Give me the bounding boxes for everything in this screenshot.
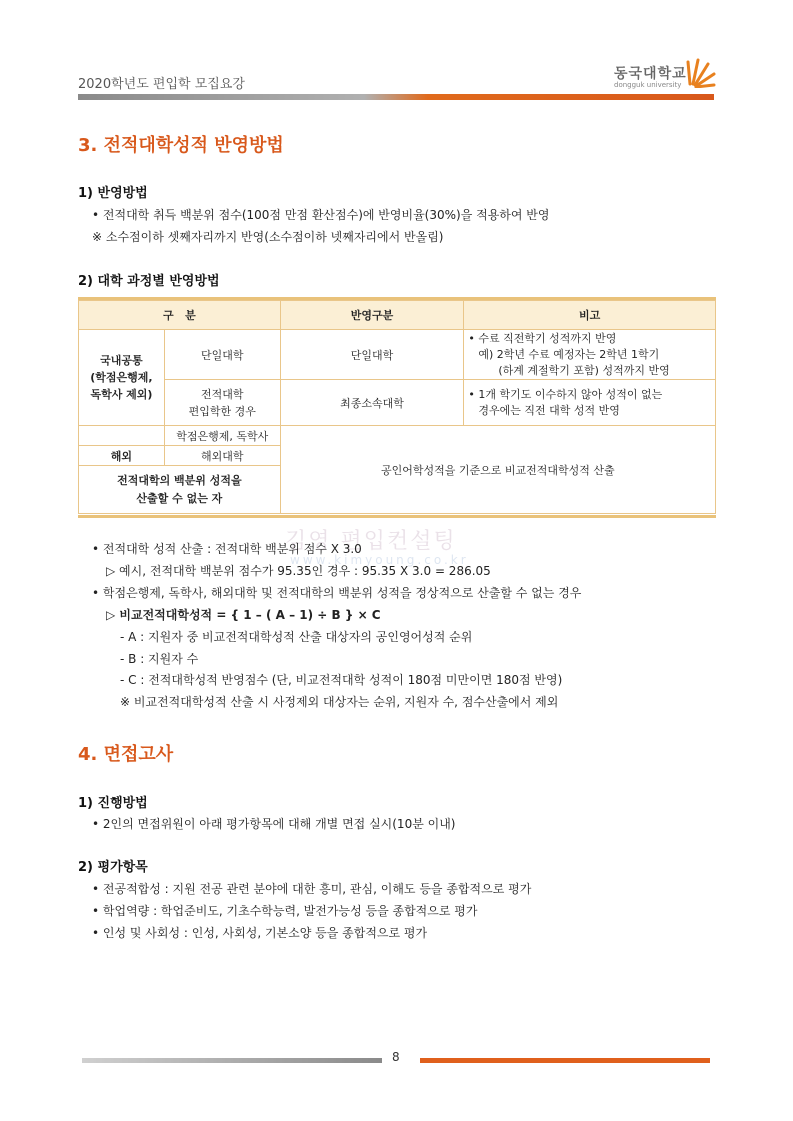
table-cell-note [464,380,716,426]
text-line: ※ 소수점이하 셋째자리까지 반영(소수점이하 넷째자리에서 반올림) [92,230,444,244]
text-line: • 전적대학 성적 산출 : 전적대학 백분위 점수 X 3.0 [92,542,362,556]
table-header-category: 구 분 [79,301,281,330]
subsection-title-procedure: 1) 진행방법 [78,796,148,811]
document-header-title: 2020학년도 편입학 모집요강 [78,77,245,92]
section-title-grade-method: 3. 전적대학성적 반영방법 [78,135,284,156]
table-cell-type: 단일대학 [164,330,280,380]
watermark-url: www.kimyoung.co.kr [290,553,469,567]
text-line: ▷ 예시, 전적대학 백분위 점수가 95.35인 경우 : 95.35 X 3.0 = 286.05 [106,564,491,578]
table-header-method: 반영구분 [280,301,464,330]
text-line: • 2인의 면접위원이 아래 평가항목에 대해 개별 면접 실시(10분 이내) [92,817,456,831]
university-logo-text: 동국대학교 [614,66,687,82]
text-line: - B : 지원자 수 [120,652,199,666]
note-line: • 수료 직전학기 성적까지 반영 [468,331,617,345]
note-line: (하계 계절학기 포함) 성적까지 반영 [498,363,670,377]
grade-method-table [78,300,716,514]
table-cell-method: 단일대학 [280,330,464,380]
table-bottom-rule [78,515,716,518]
university-logo-subtext: dongguk university [614,81,682,89]
table-cell-type: 해외대학 [164,446,280,466]
footer-rule-right [420,1058,710,1063]
text-line: • 인성 및 사회성 : 인성, 사회성, 기본소양 등을 종합적으로 평가 [92,926,428,940]
table-header-note: 비고 [464,301,716,330]
table-cell-unavailable: 전적대학의 백분위 성적을 산출할 수 없는 자 [79,466,281,514]
text-line: • 학점은행제, 독학사, 해외대학 및 전적대학의 백분위 성적을 정상적으로 산출할 수 없는 경우 [92,586,582,600]
header-rule [78,94,714,100]
table-cell-empty [79,426,165,446]
table-cell-method: 최종소속대학 [280,380,464,426]
text-line: • 전공적합성 : 지원 전공 관련 분야에 대한 흥미, 관심, 이해도 등을 종합적으로 평가 [92,882,532,896]
table-cell-type: 전적대학 편입학한 경우 [164,380,280,426]
section-title-interview: 4. 면접고사 [78,744,174,765]
university-logo-icon [684,58,716,88]
table-cell-domestic: 국내공통 (학점은행제, 독학사 제외) [79,330,165,426]
table-cell-merged-method: 공인어학성적을 기준으로 비교전적대학성적 산출 [280,426,715,514]
text-line: ※ 비교전적대학성적 산출 시 사정제외 대상자는 순위, 지원자 수, 점수산출에서 제외 [120,695,559,709]
table-cell-note [464,330,716,380]
note-line: 경우에는 직전 대학 성적 반영 [478,403,620,417]
note-line: 예) 2학년 수료 예정자는 2학년 1학기 [478,347,660,361]
note-line: • 1개 학기도 이수하지 않아 성적이 없는 [468,387,663,401]
text-line: • 전적대학 취득 백분위 점수(100점 만점 환산점수)에 반영비율(30%)을 적용하여 반영 [92,208,550,222]
text-line: - C : 전적대학성적 반영점수 (단, 비교전적대학 성적이 180점 미만이면 180점 반영) [120,673,563,687]
subsection-title-evaluation: 2) 평가항목 [78,860,148,875]
watermark-text: 김영 편입컨설팅 [285,529,457,554]
formula-line: ▷ 비교전적대학성적 = { 1 – ( A – 1) ÷ B } × C [106,608,381,622]
table-cell-type: 학점은행제, 독학사 [164,426,280,446]
text-line: - A : 지원자 중 비교전적대학성적 산출 대상자의 공인영어성적 순위 [120,630,473,644]
table-cell-overseas: 해외 [79,446,165,466]
subsection-title-by-course: 2) 대학 과정별 반영방법 [78,274,220,289]
text-line: • 학업역량 : 학업준비도, 기초수학능력, 발전가능성 등을 종합적으로 평가 [92,904,478,918]
subsection-title-reflection: 1) 반영방법 [78,186,148,201]
page-number: 8 [392,1050,400,1064]
footer-rule-left [82,1058,382,1063]
